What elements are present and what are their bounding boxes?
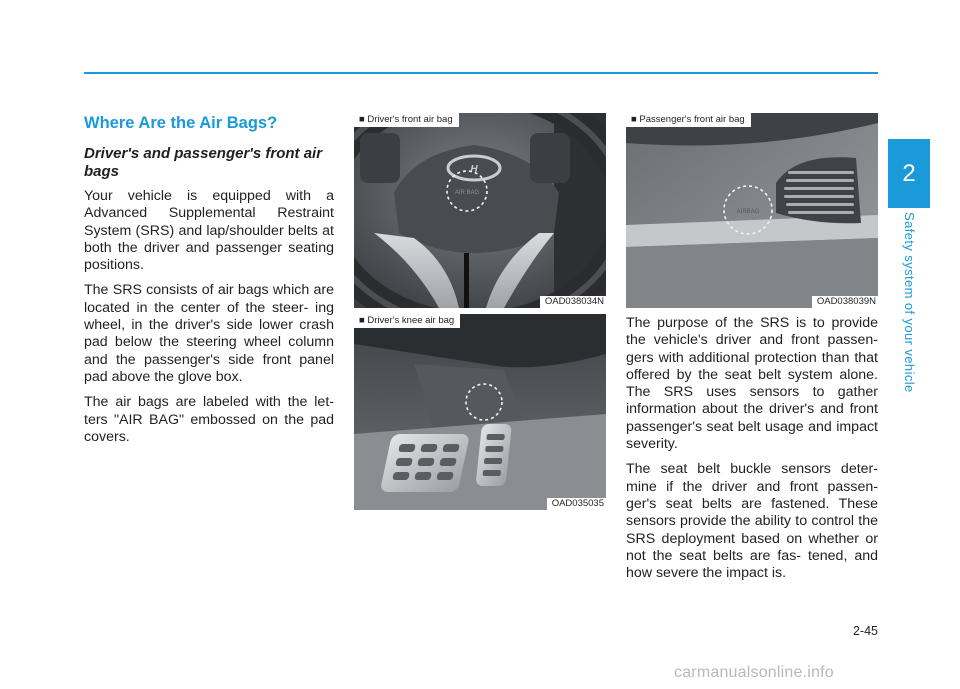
svg-text:AIR BAG: AIR BAG	[454, 190, 480, 196]
srs-description-column	[626, 315, 878, 590]
body-paragraph: The purpose of the SRS is to provide the vehicle's driver and front passen- gers with additional protection than that offered by the seat belt system alone. The SRS uses sensors to gather information about the driver's and front passenger's seat belt usage and impact severity.	[626, 315, 878, 453]
svg-text:AIRBAG: AIRBAG	[736, 209, 760, 215]
figure-code: OAD038039N	[812, 296, 878, 308]
figure-caption: ■ Driver's knee air bag	[354, 314, 460, 328]
figure-code: OAD038034N	[540, 296, 606, 308]
figure-code: OAD035035	[547, 498, 606, 510]
watermark: carmanualsonline.info	[674, 664, 834, 681]
chapter-title-tab: Safety system of your vehicle	[902, 212, 917, 393]
figure-caption: ■ Passenger's front air bag	[626, 113, 751, 127]
subsection-heading: Driver's and passenger's front air bags	[84, 145, 323, 180]
page-number: 2-45	[852, 624, 878, 638]
passenger-front-airbag-figure	[626, 113, 878, 308]
dashboard-illustration	[626, 113, 878, 308]
header-rule	[84, 72, 878, 74]
driver-knee-airbag-figure	[354, 314, 606, 510]
steering-wheel-illustration	[354, 113, 606, 308]
svg-text:H: H	[470, 164, 478, 175]
section-heading: Where Are the Air Bags?	[84, 114, 278, 132]
chapter-number-tab: 2	[888, 139, 930, 208]
body-paragraph: The air bags are labeled with the let- ters "AIR BAG" embossed on the pad covers.	[84, 394, 334, 445]
pedal-area-illustration	[354, 314, 606, 510]
driver-front-airbag-figure	[354, 113, 606, 308]
body-paragraph: The SRS consists of air bags which are located in the center of the steer- ing wheel, in the driver's side lower crash pad below the steering wheel column and the passenger's side front panel pad above the glove box.	[84, 282, 334, 385]
intro-column	[84, 112, 334, 454]
figure-caption: ■ Driver's front air bag	[354, 113, 459, 127]
body-paragraph: Your vehicle is equipped with a Advanced Supplemental Restraint System (SRS) and lap/shoulder belts at both the driver and passenger seating positions.	[84, 188, 334, 274]
body-paragraph: The seat belt buckle sensors deter- mine if the driver and front passen- ger's seat belts are fastened. These sensors provide the ability to control the SRS deployment based on whether or not the seat belts are fas- tened, and how severe the impact is.	[626, 461, 878, 582]
